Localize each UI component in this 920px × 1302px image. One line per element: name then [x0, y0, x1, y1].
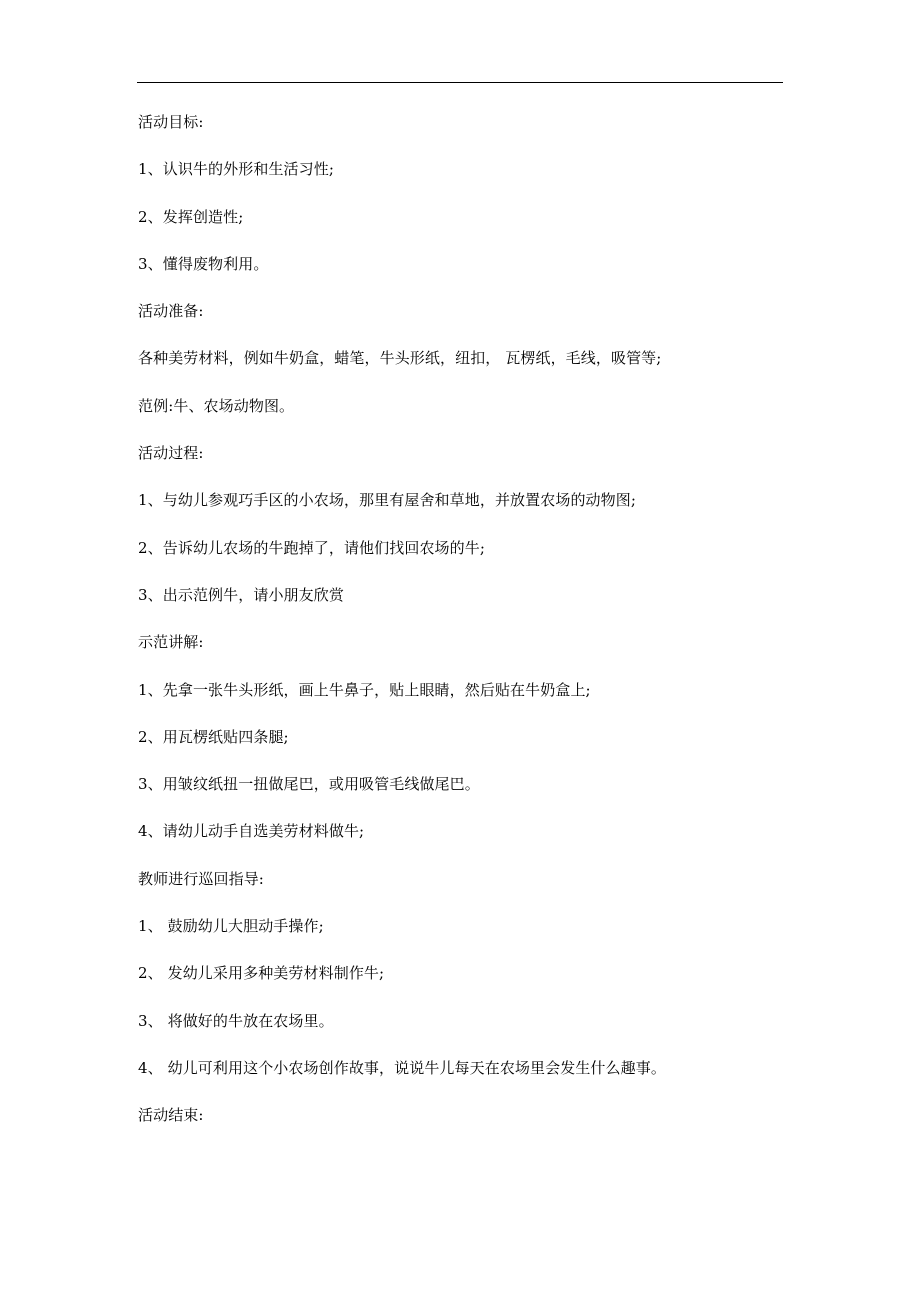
- goal-item-3: 3、懂得废物利用。: [138, 254, 269, 273]
- heading-demonstration: 示范讲解:: [138, 633, 204, 652]
- demonstration-item-4: 4、请幼儿动手自选美劳材料做牛;: [138, 822, 365, 841]
- document-body: [138, 110, 778, 1151]
- goal-item-2: 2、发挥创造性;: [138, 207, 244, 226]
- process-item-1: 1、与幼儿参观巧手区的小农场，那里有屋舍和草地，并放置农场的动物图;: [138, 491, 637, 510]
- guidance-item-2: 2、 发幼儿采用多种美劳材料制作牛;: [138, 964, 385, 983]
- preparation-materials: 各种美劳材料，例如牛奶盒，蜡笔，牛头形纸，纽扣， 瓦楞纸，毛线，吸管等;: [138, 349, 662, 368]
- guidance-item-4: 4、 幼儿可利用这个小农场创作故事，说说牛儿每天在农场里会发生什么趣事。: [138, 1058, 666, 1077]
- demonstration-item-2: 2、用瓦楞纸贴四条腿;: [138, 727, 289, 746]
- process-item-2: 2、告诉幼儿农场的牛跑掉了，请他们找回农场的牛;: [138, 538, 485, 557]
- preparation-example: 范例:牛、农场动物图。: [138, 396, 295, 415]
- heading-activity-end: 活动结束:: [138, 1106, 204, 1125]
- heading-teacher-guidance: 教师进行巡回指导:: [138, 869, 264, 888]
- demonstration-item-1: 1、先拿一张牛头形纸，画上牛鼻子，贴上眼睛，然后贴在牛奶盒上;: [138, 680, 591, 699]
- process-item-3: 3、出示范例牛，请小朋友欣赏: [138, 585, 344, 604]
- header-rule: [137, 82, 783, 83]
- heading-activity-goals: 活动目标:: [138, 113, 204, 131]
- guidance-item-3: 3、 将做好的牛放在农场里。: [138, 1011, 334, 1030]
- goal-item-1: 1、认识牛的外形和生活习性;: [138, 160, 334, 179]
- heading-activity-process: 活动过程:: [138, 444, 204, 463]
- heading-activity-preparation: 活动准备:: [138, 302, 204, 321]
- guidance-item-1: 1、 鼓励幼儿大胆动手操作;: [138, 917, 324, 936]
- demonstration-item-3: 3、用皱纹纸扭一扭做尾巴，或用吸管毛线做尾巴。: [138, 775, 480, 794]
